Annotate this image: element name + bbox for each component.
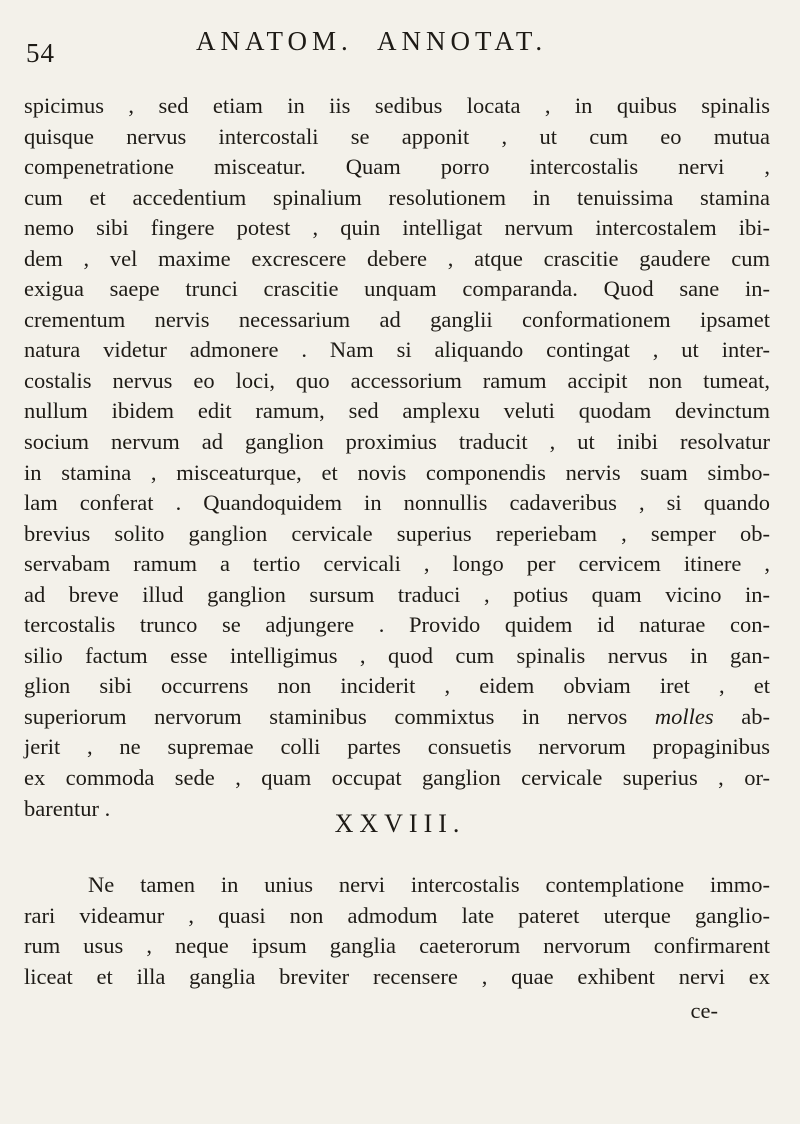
text-line: lam conferat . Quandoquidem in nonnullis cadaveribus , si quando [24,490,770,516]
text-line: servabam ramum a tertio cervicali , longo per cervicem itinere , [24,551,770,577]
text-line: silio factum esse intelligimus , quod cum spinalis nervus in gan- [24,642,770,668]
paragraph-main [24,91,770,824]
text-line: ad breve illud ganglion sursum traduci , potius quam vicino in- [24,581,770,607]
text-line: dem , vel maxime excrescere debere , atque crascitie gaudere cum [24,245,770,271]
text-line: crementum nervis necessarium ad ganglii conformationem ipsamet [24,306,770,332]
text-line: cum et accedentium spinalium resolutionem in tenuissima stamina [24,184,770,210]
paragraph-second [24,870,770,992]
text-line: exigua saepe trunci crascitie unquam comparanda. Quod sane in- [24,276,770,302]
text-line: nemo sibi fingere potest , quin intelligat nervum intercostalem ibi- [24,215,770,241]
text-line: spicimus , sed etiam in iis sedibus locata , in quibus spinalis [24,93,770,118]
text-line: in stamina , misceaturque, et novis componendis nervis suam simbo- [24,459,770,485]
text-line: costalis nervus eo loci, quo accessorium ramum accipit non tumeat, [24,367,770,393]
text-segment: superiorum nervorum staminibus commixtus in nervos [24,703,628,729]
text-segment: ab- [741,703,770,729]
text-line: liceat et illa ganglia breviter recensere , quae exhibent nervi ex [24,963,770,989]
page-number: 54 [26,38,55,68]
text-line: quisque nervus intercostali se apponit , ut cum eo mutua [24,123,770,149]
italic-word: molles [654,703,714,729]
text-line: glion sibi occurrens non inciderit , eidem obviam iret , et [24,673,770,699]
text-line: natura videtur admonere . Nam si aliquando contingat , ut inter- [24,337,770,363]
section-heading: XXVIII. [334,809,466,838]
text-line: ex commoda sede , quam occupat ganglion cervicale superius , or- [24,765,770,791]
text-line: jerit , ne supremae colli partes consuetis nervorum propaginibus [24,734,770,760]
text-line: brevius solito ganglion cervicale superius reperiebam , semper ob- [24,520,770,546]
running-head: ANATOM. ANNOTAT. [196,26,548,56]
catchword: ce- [690,998,718,1023]
text-line: nullum ibidem edit ramum, sed amplexu veluti quodam devinctum [24,398,770,424]
text-line: barentur . [24,795,111,821]
text-line: rum usus , neque ipsum ganglia caeterorum nervorum confirmarent [24,933,770,959]
text-line: Ne tamen in unius nervi intercostalis contemplatione immo- [88,872,770,897]
text-line: tercostalis trunco se adjungere . Provido quidem id naturae con- [24,612,770,638]
text-line: rari videamur , quasi non admodum late pateret uterque ganglio- [24,902,770,928]
text-line: compenetratione misceatur. Quam porro intercostalis nervi , [24,154,770,180]
text-line: socium nervum ad ganglion proximius traducit , ut inibi resolvatur [24,429,770,455]
text-line-with-italic [24,702,770,733]
